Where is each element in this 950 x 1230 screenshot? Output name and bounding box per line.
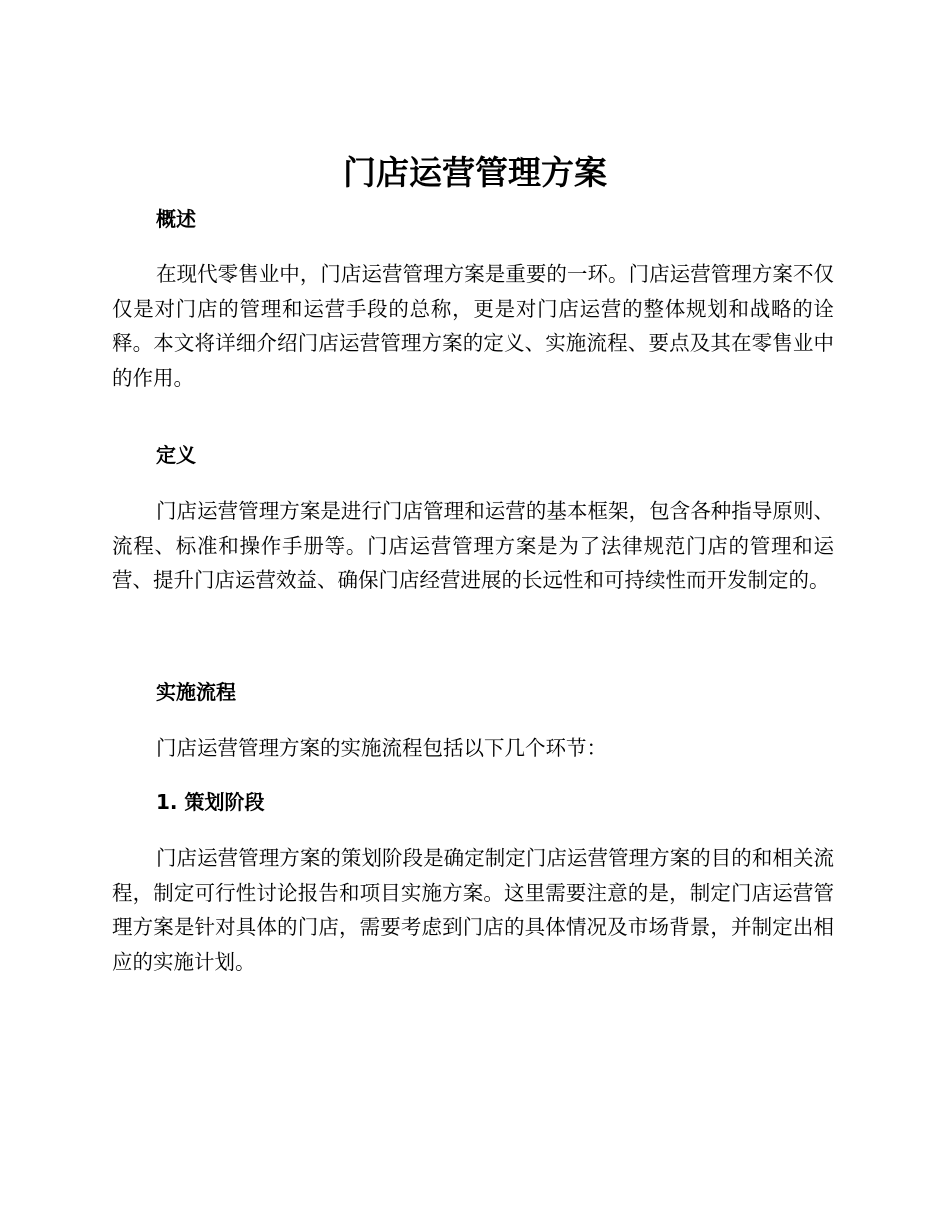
section-heading-planning-stage: 1. 策划阶段: [156, 790, 265, 814]
section-paragraph-planning-stage: 门店运营管理方案的策划阶段是确定制定门店运营管理方案的目的和相关流程，制定可行性讨论报告和项目实施方案。这里需要注意的是，制定门店运营管理方案是针对具体的门店，需要考虑到门店的具体情况及市场背景，并制定出相应的实施计划。: [112, 846, 834, 974]
section-paragraph-implementation-process: 门店运营管理方案的实施流程包括以下几个环节：: [156, 736, 607, 760]
section-paragraph-overview: 在现代零售业中，门店运营管理方案是重要的一环。门店运营管理方案不仅仅是对门店的管理和运营手段的总称，更是对门店运营的整体规划和战略的诠释。本文将详细介绍门店运营管理方案的定义、实施流程、要点及其在零售业中的作用。: [112, 262, 834, 390]
document-title: 门店运营管理方案: [343, 153, 607, 192]
section-heading-overview: 概述: [156, 207, 196, 231]
section-paragraph-definition: 门店运营管理方案是进行门店管理和运营的基本框架，包含各种指导原则、流程、标准和操作手册等。门店运营管理方案是为了法律规范门店的管理和运营、提升门店运营效益、确保门店经营进展的长远性和可持续性而开发制定的。: [112, 499, 834, 592]
section-heading-definition: 定义: [156, 443, 196, 467]
section-heading-implementation-process: 实施流程: [156, 680, 236, 704]
